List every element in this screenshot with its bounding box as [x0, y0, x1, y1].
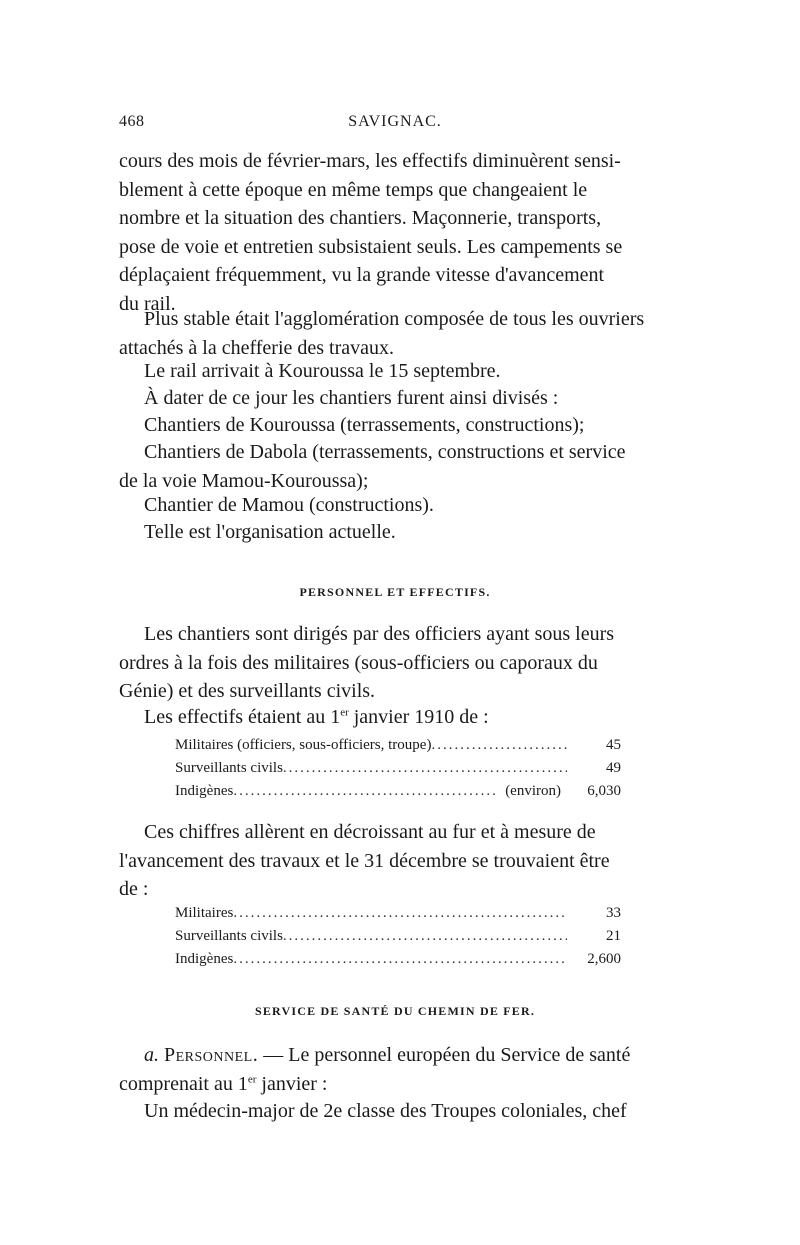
paragraph-medecin-major: Un médecin-major de 2e classe des Troupes coloniales, chef — [144, 1100, 627, 1122]
ordinal-superscript: er — [247, 1072, 257, 1085]
text-line: de la voie Mamou-Kouroussa); — [119, 469, 369, 492]
dot-leader — [233, 783, 499, 800]
dot-leader — [283, 760, 567, 777]
list-marker: a. — [144, 1044, 159, 1066]
row-qualifier: (environ) — [505, 783, 561, 799]
paragraph-effectifs-1910 — [119, 703, 671, 732]
paragraph-rail-arrival: Le rail arrivait à Kouroussa le 15 septembre. — [144, 360, 501, 382]
running-title: SAVIGNAC. — [348, 113, 442, 130]
text-fragment: janvier 1910 de : — [348, 706, 489, 728]
dot-leader — [431, 737, 567, 754]
row-value: 49 — [606, 760, 621, 776]
row-value: 2,600 — [587, 951, 621, 967]
row-value: 21 — [606, 928, 621, 944]
text-line: Plus stable était l'agglomération composée de tous les ouvriers — [144, 308, 645, 330]
row-label: Militaires — [175, 905, 234, 921]
paragraph-officers — [119, 620, 671, 706]
row-label: Surveillants civils — [175, 928, 283, 944]
text-fragment: — Le personnel européen du Service de santé — [258, 1044, 631, 1066]
row-label: Militaires (officiers, sous-officiers, troupe) — [175, 737, 432, 753]
dot-leader — [283, 928, 567, 945]
row-value: 45 — [606, 737, 621, 753]
ordinal-superscript: er — [340, 706, 349, 719]
paragraph-agglomeration — [119, 305, 671, 362]
section-heading-health-service: SERVICE DE SANTÉ DU CHEMIN DE FER. — [254, 1004, 536, 1018]
table-row — [175, 783, 621, 806]
text-line: pose de voie et entretien subsistaient seuls. Les campements se — [119, 235, 623, 258]
page-number: 468 — [119, 113, 145, 130]
paragraph-division: À dater de ce jour les chantiers furent ainsi divisés : — [144, 387, 559, 409]
staff-table-december — [175, 905, 621, 974]
text-fragment: Les effectifs étaient au 1 — [144, 706, 341, 728]
row-value: 33 — [606, 905, 621, 921]
section-heading-personnel: PERSONNEL ET EFFECTIFS. — [299, 585, 491, 599]
dot-leader — [233, 905, 567, 922]
row-label: Indigènes — [175, 951, 234, 967]
paragraph-decrease — [119, 818, 671, 904]
table-row — [175, 760, 621, 783]
row-label: Indigènes — [175, 783, 234, 799]
table-row — [175, 905, 621, 928]
text-line: du rail. — [119, 292, 176, 315]
text-line: Les chantiers sont dirigés par des officiers ayant sous leurs — [144, 623, 615, 645]
row-value: 6,030 — [587, 783, 621, 799]
text-line — [119, 1070, 671, 1099]
paragraph-dabola — [119, 438, 671, 495]
text-line: ordres à la fois des militaires (sous-officiers ou caporaux du — [119, 651, 598, 674]
text-line: déplaçaient fréquemment, vu la grande vitesse d'avancement — [119, 264, 605, 287]
text-line: cours des mois de février-mars, les effectifs diminuèrent sensi- — [119, 150, 621, 172]
table-row — [175, 928, 621, 951]
text-fragment: janvier : — [256, 1072, 328, 1095]
paragraph-kouroussa: Chantiers de Kouroussa (terrassements, constructions); — [144, 414, 585, 436]
paragraph-mamou: Chantier de Mamou (constructions). — [144, 494, 434, 516]
paragraph-personnel-european — [119, 1041, 671, 1098]
text-line: Chantiers de Dabola (terrassements, constructions et service — [144, 441, 626, 463]
text-line: de : — [119, 878, 149, 901]
text-line: l'avancement des travaux et le 31 décembre se trouvaient être — [119, 849, 610, 872]
table-row — [175, 737, 621, 760]
running-head — [119, 113, 671, 137]
text-line: attachés à la chefferie des travaux. — [119, 336, 395, 359]
paragraph-organisation: Telle est l'organisation actuelle. — [144, 521, 396, 543]
paragraph-workforce-decline — [119, 147, 671, 319]
text-fragment: comprenait au 1 — [119, 1072, 248, 1095]
text-line: Génie) et des surveillants civils. — [119, 680, 376, 703]
subsection-term: Personnel. — [164, 1044, 259, 1066]
text-line: Ces chiffres allèrent en décroissant au fur et à mesure de — [144, 821, 596, 843]
dot-leader — [233, 951, 567, 968]
text-line: blement à cette époque en même temps que changeaient le — [119, 178, 588, 201]
staff-table-january — [175, 737, 621, 806]
table-row — [175, 951, 621, 974]
row-label: Surveillants civils — [175, 760, 283, 776]
text-line — [119, 1041, 671, 1070]
text-line: nombre et la situation des chantiers. Maçonnerie, transports, — [119, 207, 602, 230]
